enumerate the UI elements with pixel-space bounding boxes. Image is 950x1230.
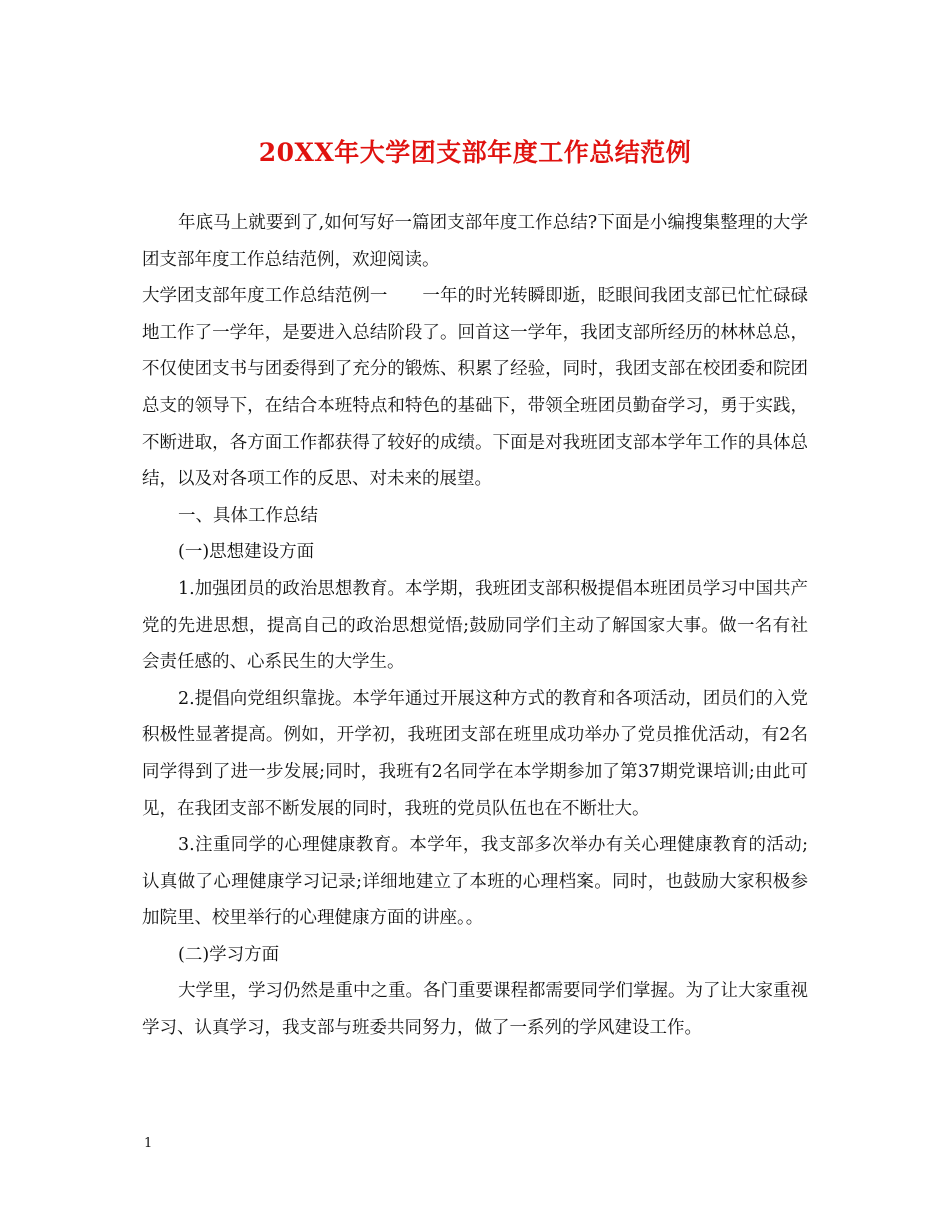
- intro-paragraph: 年底马上就要到了,如何写好一篇团支部年度工作总结?下面是小编搜集整理的大学团支部年度工作总结范例，欢迎阅读。: [142, 213, 808, 270]
- section-heading: 一、具体工作总结: [178, 505, 318, 526]
- list-item-paragraph: 2.提倡向党组织靠拢。本学年通过开展这种方式的教育和各项活动，团员们的入党积极性显著提高。例如，开学初，我班团支部在班里成功举办了党员推优活动，有2名同学得到了进一步发展;同时，我班有2名同学在本学期参加了第37期党课培训;由此可见，在我团支部不断发展的同时，我班的党员队伍也在不断壮大。: [142, 688, 808, 819]
- document-body: [142, 205, 808, 1047]
- list-item-paragraph: 3.注重同学的心理健康教育。本学年，我支部多次举办有关心理健康教育的活动;认真做了心理健康学习记录;详细地建立了本班的心理档案。同时，也鼓励大家积极参加院里、校里举行的心理健康方面的讲座。。: [142, 835, 808, 929]
- list-item-paragraph: 1.加强团员的政治思想教育。本学期，我班团支部积极提倡本班团员学习中国共产党的先进思想，提高自己的政治思想觉悟;鼓励同学们主动了解国家大事。做一名有社会责任感的、心系民生的大学生。: [142, 578, 808, 673]
- page-number: 1: [144, 1136, 153, 1151]
- document-title: 20XX年大学团支部年度工作总结范例: [258, 138, 692, 167]
- study-paragraph: 大学里，学习仍然是重中之重。各门重要课程都需要同学们掌握。为了让大家重视学习、认真学习，我支部与班委共同努力，做了一系列的学风建设工作。: [142, 981, 808, 1039]
- subsection-heading: (一)思想建设方面: [178, 542, 315, 563]
- example-one-paragraph: 大学团支部年度工作总结范例一 一年的时光转瞬即逝，眨眼间我团支部已忙忙碌碌地工作了一学年，是要进入总结阶段了。回首这一学年，我团支部所经历的林林总总，不仅使团支书与团委得到了充分的锻炼、积累了经验，同时，我团支部在校团委和院团总支的领导下，在结合本班特点和特色的基础下，带领全班团员勤奋学习，勇于实践，不断进取，各方面工作都获得了较好的成绩。下面是对我班团支部本学年工作的具体总结，以及对各项工作的反思、对未来的展望。: [142, 286, 808, 490]
- subsection-heading: (二)学习方面: [178, 944, 280, 965]
